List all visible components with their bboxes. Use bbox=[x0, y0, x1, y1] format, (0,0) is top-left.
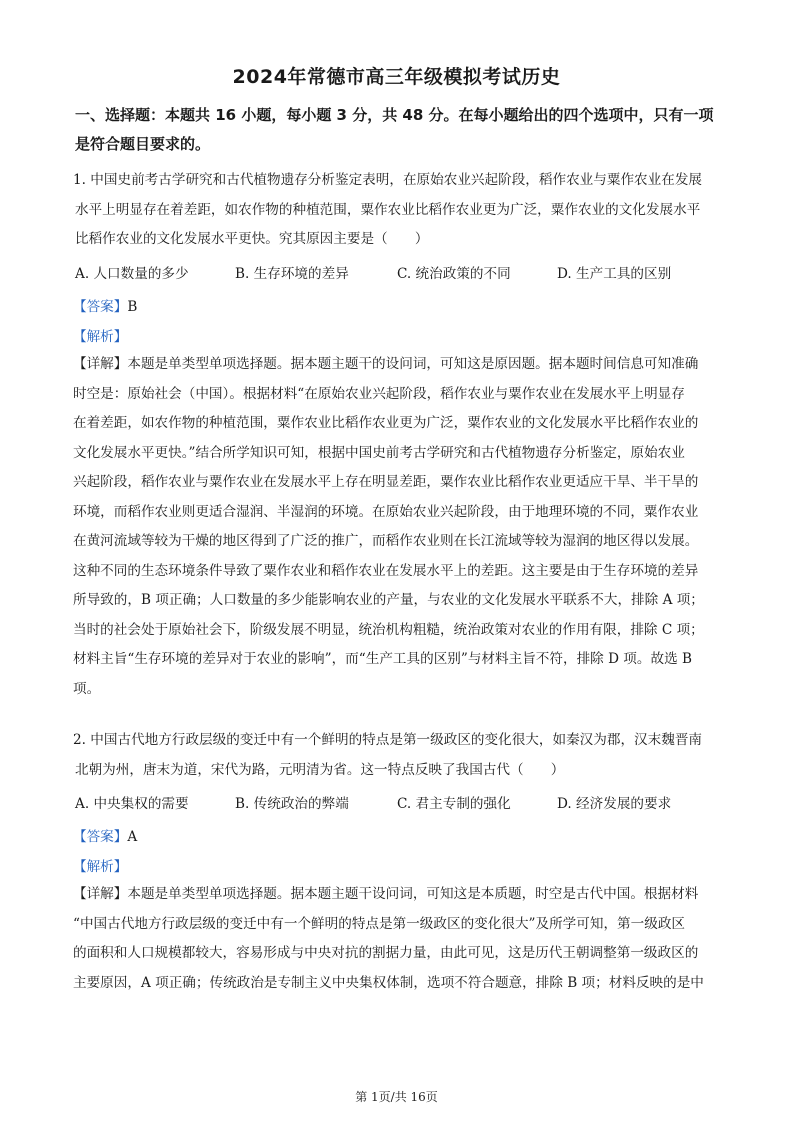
option-d: D. 生产工具的区别 bbox=[557, 266, 672, 282]
question-1-analysis-tag bbox=[73, 325, 127, 345]
stem-line: 1. 中国史前考古学研究和古代植物遗存分析鉴定表明，在原始农业兴起阶段，稻作农业与粟作农业在发展 bbox=[73, 172, 703, 188]
detail-tag: 【详解】 bbox=[73, 886, 128, 902]
analysis-tag: 【解析】 bbox=[73, 329, 128, 345]
question-2-detail bbox=[73, 880, 723, 998]
question-2-stem bbox=[73, 726, 723, 785]
analysis-tag: 【解析】 bbox=[73, 859, 128, 875]
detail-text: 本题是单类型单项选择题。据本题主题干的设问词，可知这是原因题。据本题时间信息可知准确 bbox=[127, 356, 699, 372]
detail-line: 这种不同的生态环境条件导致了粟作农业和稻作农业在发展水平上的差距。这主要是由于生存环境的差异 bbox=[73, 562, 699, 579]
detail-text: 本题是单类型单项选择题。据本题主题干设问词，可知这是本质题，时空是古代中国。根据材料 bbox=[127, 886, 699, 902]
question-2-analysis-tag bbox=[73, 855, 127, 875]
detail-line: 时空是：原始社会（中国）。根据材料“在原始农业兴起阶段，稻作农业与粟作农业在发展水平上明显存 bbox=[73, 385, 685, 402]
answer-tag: 【答案】 bbox=[73, 829, 128, 845]
stem-line: 2. 中国古代地方行政层级的变迁中有一个鲜明的特点是第一级政区的变化很大，如秦汉为郡，汉末魏晋南 bbox=[73, 732, 703, 748]
question-2-answer bbox=[73, 825, 137, 845]
question-2-options bbox=[75, 792, 725, 814]
answer-tag: 【答案】 bbox=[73, 299, 128, 315]
option-c: C. 统治政策的不同 bbox=[397, 266, 511, 282]
option-b: B. 生存环境的差异 bbox=[235, 266, 349, 282]
section-heading bbox=[75, 101, 725, 159]
detail-line: 在着差距，如农作物的种植范围，粟作农业比稻作农业更为广泛，粟作农业的文化发展水平比稻作农业的 bbox=[73, 415, 699, 431]
detail-line: 的面积和人口规模都较大，容易形成与中央对抗的割据力量，由此可见，这是历代王朝调整第一级政区的 bbox=[73, 945, 699, 961]
detail-line: 在黄河流域等较为干燥的地区得到了广泛的推广，而稻作农业则在长江流域等较为湿润的地区得以发展。 bbox=[73, 533, 699, 549]
stem-line: 比稻作农业的文化发展水平更快。究其原因主要是（ ） bbox=[75, 231, 429, 247]
question-1-options bbox=[75, 262, 725, 284]
stem-line: 北朝为州，唐末为道，宋代为路，元明清为省。这一特点反映了我国古代（ ） bbox=[75, 761, 565, 778]
stem-line: 水平上明显存在着差距，如农作物的种植范围，粟作农业比稻作农业更为广泛，粟作农业的文化发展水平 bbox=[75, 201, 701, 218]
detail-tag: 【详解】 bbox=[73, 356, 128, 372]
section-heading-line-1: 一、选择题：本题共 16 小题，每小题 3 分，共 48 分。在每小题给出的四个选项中，只有一项 bbox=[75, 106, 714, 124]
detail-line: 主要原因，A 项正确；传统政治是专制主义中央集权体制，选项不符合题意，排除 B 项；材料反映的是中 bbox=[73, 974, 704, 991]
detail-line: 文化发展水平更快。”结合所学知识可知，根据中国史前考古学研究和古代植物遗存分析鉴定，原始农业 bbox=[73, 444, 685, 461]
question-1-stem bbox=[73, 166, 723, 255]
option-a: A. 中央集权的需要 bbox=[75, 796, 189, 812]
section-heading-line-2: 是符合题目要求的。 bbox=[75, 135, 211, 153]
page-title: 2024年常德市高三年级模拟考试历史 bbox=[232, 66, 561, 88]
option-a: A. 人口数量的多少 bbox=[75, 266, 189, 282]
detail-line: 兴起阶段，稻作农业与粟作农业在发展水平上存在明显差距，粟作农业比稻作农业更适应干旱、半干旱的 bbox=[73, 474, 699, 490]
detail-line: 环境，而稻作农业则更适合湿润、半湿润的环境。在原始农业兴起阶段，由于地理环境的不同，粟作农业 bbox=[73, 503, 699, 520]
detail-line bbox=[73, 880, 723, 910]
question-1-answer bbox=[73, 295, 137, 315]
detail-line: 所导致的，B 项正确；人口数量的多少能影响农业的产量，与农业的文化发展水平联系不大，排除 A 项； bbox=[73, 592, 704, 608]
option-b: B. 传统政治的弊端 bbox=[235, 796, 349, 812]
detail-line: 材料主旨“生存环境的差异对于农业的影响”，而“生产工具的区别”与材料主旨不符，排除 D 项。故选 B bbox=[73, 651, 692, 667]
option-c: C. 君主专制的强化 bbox=[397, 796, 511, 812]
page-footer: 第 1页/共 16页 bbox=[355, 1090, 438, 1104]
answer-value: B bbox=[127, 299, 138, 315]
detail-line: 当时的社会处于原始社会下，阶级发展不明显，统治机构粗糙，统治政策对农业的作用有限，排除 C 项； bbox=[73, 621, 704, 638]
answer-value: A bbox=[127, 829, 138, 845]
question-1-detail bbox=[73, 350, 723, 704]
detail-line bbox=[73, 350, 723, 380]
option-d: D. 经济发展的要求 bbox=[557, 796, 672, 812]
detail-line: 项。 bbox=[73, 680, 101, 697]
detail-line: “中国古代地方行政层级的变迁中有一个鲜明的特点是第一级政区的变化很大”及所学可知，第一级政区 bbox=[73, 915, 686, 932]
